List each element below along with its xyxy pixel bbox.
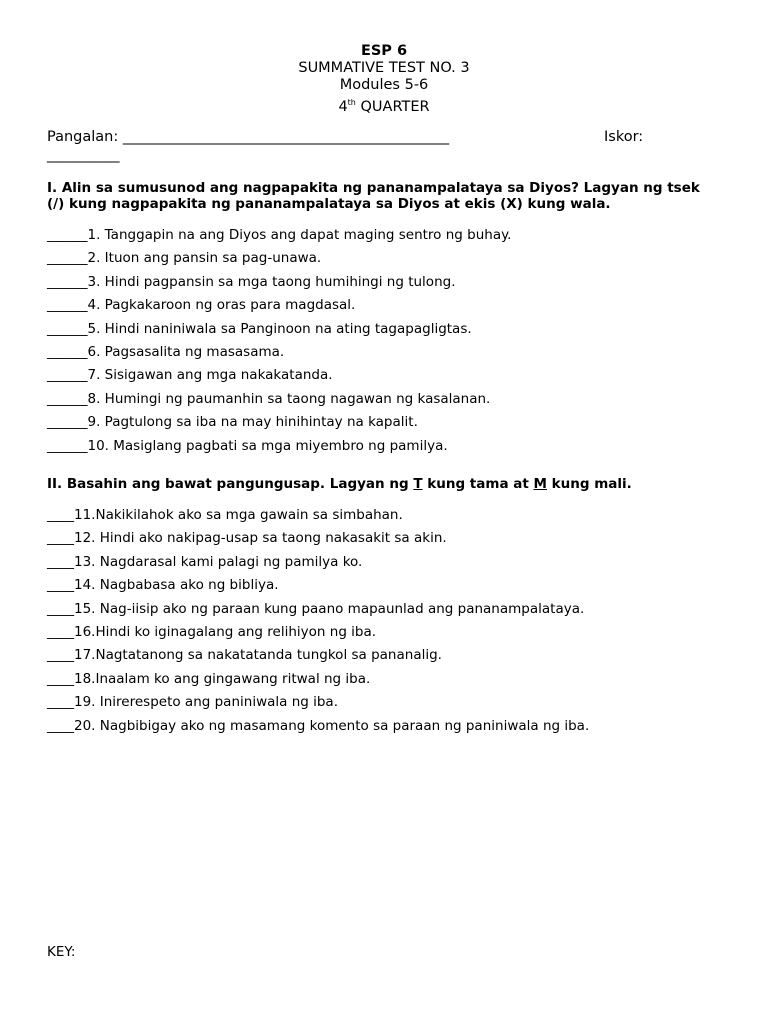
list-item: ____14. Nagbabasa ako ng bibliya. <box>47 577 279 594</box>
list-item: ____16.Hindi ko iginagalang ang relihiyon ng iba. <box>47 623 377 640</box>
list-item: ______6. Pagsasalita ng masasama. <box>47 343 285 360</box>
list-item: ____11.Nakikilahok ako sa mga gawain sa simbahan. <box>47 507 403 523</box>
part2-instruction-text: II. Basahin ang bawat pangungusap. Lagyan ng <box>47 476 414 492</box>
answer-key-label: KEY: <box>47 944 76 960</box>
list-item: ______4. Pagkakaroon ng oras para magdasal. <box>47 297 356 314</box>
name-score-row <box>47 128 727 163</box>
list-item: ____13. Nagdarasal kami palagi ng pamilya ko. <box>47 553 363 570</box>
part2-instruction <box>47 476 717 492</box>
tama-marker: T <box>413 476 423 492</box>
list-item: ____12. Hindi ako nakipag-usap sa taong nakasakit sa akin. <box>47 530 447 547</box>
list-item: ______9. Pagtulong sa iba na may hinihintay na kapalit. <box>47 414 418 431</box>
part2-instruction-text: kung tama at <box>422 476 534 492</box>
modules-label: Modules 5-6 <box>339 77 429 93</box>
part1-instruction: I. Alin sa sumusunod ang nagpapakita ng pananampalataya sa Diyos? Lagyan ng tsek (/) kung nagpapakita ng pananampalataya sa Diyos at ekis (X) kung wala. <box>47 180 700 212</box>
list-item: ______7. Sisigawan ang mga nakakatanda. <box>47 367 333 384</box>
part2-instruction-text: kung mali. <box>546 476 632 492</box>
list-item: ____17.Nagtatanong sa nakatatanda tungkol sa pananalig. <box>47 647 442 664</box>
score-field[interactable]: __________ <box>47 147 120 163</box>
quarter-label <box>47 94 721 116</box>
list-item: ____15. Nag-iisip ako ng paraan kung paano mapaunlad ang pananampalataya. <box>47 600 585 617</box>
document-page <box>47 0 727 1024</box>
test-title: SUMMATIVE TEST NO. 3 <box>298 60 470 76</box>
document-header <box>47 43 721 116</box>
mali-marker: M <box>533 476 547 492</box>
quarter-number: 4 <box>338 99 348 115</box>
list-item: ______1. Tanggapin na ang Diyos ang dapat maging sentro ng buhay. <box>47 227 512 243</box>
list-item: ______2. Ituon ang pansin sa pag-unawa. <box>47 250 322 267</box>
list-item: ______10. Masiglang pagbati sa mga miyembro ng pamilya. <box>47 437 448 454</box>
list-item: ____19. Inirerespeto ang paniniwala ng iba. <box>47 694 338 711</box>
quarter-superscript: th <box>347 98 356 107</box>
part1-item-list <box>47 227 727 461</box>
name-field[interactable]: Pangalan: _____________________________________________ <box>47 129 450 145</box>
list-item: ____18.Inaalam ko ang gingawang ritwal ng iba. <box>47 670 371 687</box>
list-item: ____20. Nagbibigay ako ng masamang komento sa paraan ng paniniwala ng iba. <box>47 717 590 734</box>
list-item: ______3. Hindi pagpansin sa mga taong humihingi ng tulong. <box>47 273 456 290</box>
score-label: Iskor: <box>604 129 644 145</box>
list-item: ______5. Hindi naniniwala sa Panginoon na ating tagapagligtas. <box>47 320 472 337</box>
list-item: ______8. Humingi ng paumanhin sa taong nagawan ng kasalanan. <box>47 390 491 407</box>
quarter-text: QUARTER <box>355 99 430 115</box>
subject-title: ESP 6 <box>360 43 408 59</box>
part2-item-list <box>47 507 727 741</box>
